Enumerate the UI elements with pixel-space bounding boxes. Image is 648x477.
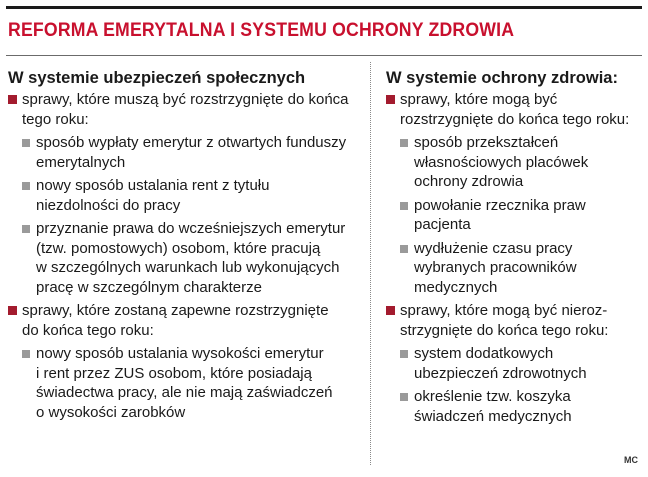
item-text-line: nowy sposób ustalania rent z tytułu — [36, 177, 270, 194]
group-items — [400, 344, 638, 426]
health-care-column — [386, 68, 638, 426]
square-bullet-icon — [22, 350, 30, 358]
group-label-line: sprawy, które mogą być nieroz- — [400, 302, 608, 319]
group-label-line: strzygnięte do końca tego roku: — [400, 321, 609, 339]
item-text-line: pracę w szczególnym charakterze — [36, 278, 262, 296]
list-item — [22, 133, 364, 172]
list-item — [400, 133, 638, 192]
list-item — [400, 239, 638, 298]
item-text-line: i rent przez ZUS osobom, które posiadają — [36, 364, 312, 382]
group-label-line: sprawy, które muszą być rozstrzygnięte do końca — [22, 91, 349, 108]
list-item — [22, 344, 364, 422]
list-item — [22, 219, 364, 297]
item-text-line: ubezpieczeń zdrowotnych — [414, 364, 587, 382]
item-text-line: o wysokości zarobków — [36, 403, 186, 421]
square-bullet-icon — [22, 139, 30, 147]
square-bullet-icon — [8, 95, 17, 104]
group-label-line: tego roku: — [22, 110, 89, 128]
item-text-line: sposób przekształceń — [414, 134, 559, 151]
item-text-line: ochrony zdrowia — [414, 173, 524, 190]
column-heading: W systemie ochrony zdrowia: — [386, 69, 618, 87]
group-label — [400, 301, 638, 340]
item-text-line: świadectwa pracy, ale nie mają zaświadczeń — [36, 384, 333, 401]
item-text-line: medycznych — [414, 278, 498, 296]
column-divider — [370, 62, 371, 465]
item-text-line: niezdolności do pracy — [36, 196, 181, 214]
group-items — [22, 133, 364, 297]
group-label — [22, 301, 364, 340]
item-text-line: pacjenta — [414, 216, 471, 233]
square-bullet-icon — [400, 202, 408, 210]
list-item — [400, 344, 638, 383]
list-item — [22, 176, 364, 215]
item-text-line: wydłużenie czasu pracy — [414, 239, 573, 257]
square-bullet-icon — [400, 139, 408, 147]
item-text-line: system dodatkowych — [414, 345, 554, 362]
square-bullet-icon — [386, 306, 395, 315]
group-label-line: rozstrzygnięte do końca tego roku: — [400, 110, 630, 128]
group-items — [22, 344, 364, 422]
item-text-line: powołanie rzecznika praw — [414, 196, 586, 214]
item-text-line: nowy sposób ustalania wysokości emerytur — [36, 345, 324, 362]
title-divider — [6, 55, 642, 56]
group-label-line: do końca tego roku: — [22, 321, 154, 339]
square-bullet-icon — [22, 225, 30, 233]
group-may-not-resolve — [386, 301, 638, 340]
item-text-line: określenie tzw. koszyka — [414, 388, 571, 405]
item-text-line: (tzw. pomostowych) osobom, które pracują — [36, 239, 321, 257]
column-heading: W systemie ubezpieczeń społecznych — [8, 69, 306, 87]
square-bullet-icon — [400, 393, 408, 401]
square-bullet-icon — [400, 350, 408, 358]
item-text-line: świadczeń medycznych — [414, 407, 572, 425]
item-text-line: wybranych pracowników — [414, 259, 577, 276]
square-bullet-icon — [386, 95, 395, 104]
item-text-line: przyznanie prawa do wcześniejszych emerytur — [36, 220, 346, 237]
group-label-line: sprawy, które mogą być — [400, 91, 558, 108]
social-insurance-column — [8, 68, 364, 422]
list-item — [400, 387, 638, 426]
list-item — [400, 196, 638, 235]
item-text-line: własnościowych placówek — [414, 153, 589, 171]
item-text-line: w szczególnych warunkach lub wykonujących — [36, 259, 340, 276]
group-items — [400, 133, 638, 297]
group-label-line: sprawy, które zostaną zapewne rozstrzygnięte — [22, 302, 329, 319]
group-must-resolve — [8, 90, 364, 129]
item-text-line: emerytalnych — [36, 153, 126, 171]
item-text-line: sposób wypłaty emerytur z otwartych funduszy — [36, 134, 347, 151]
square-bullet-icon — [22, 182, 30, 190]
square-bullet-icon — [8, 306, 17, 315]
group-label — [400, 90, 638, 129]
square-bullet-icon — [400, 245, 408, 253]
group-likely-resolve — [8, 301, 364, 340]
top-rule — [6, 6, 642, 9]
group-label — [22, 90, 364, 129]
author-signature: MC — [624, 455, 638, 465]
group-may-resolve — [386, 90, 638, 129]
infographic-title: REFORMA EMERYTALNA I SYSTEMU OCHRONY ZDROWIA — [8, 20, 515, 41]
